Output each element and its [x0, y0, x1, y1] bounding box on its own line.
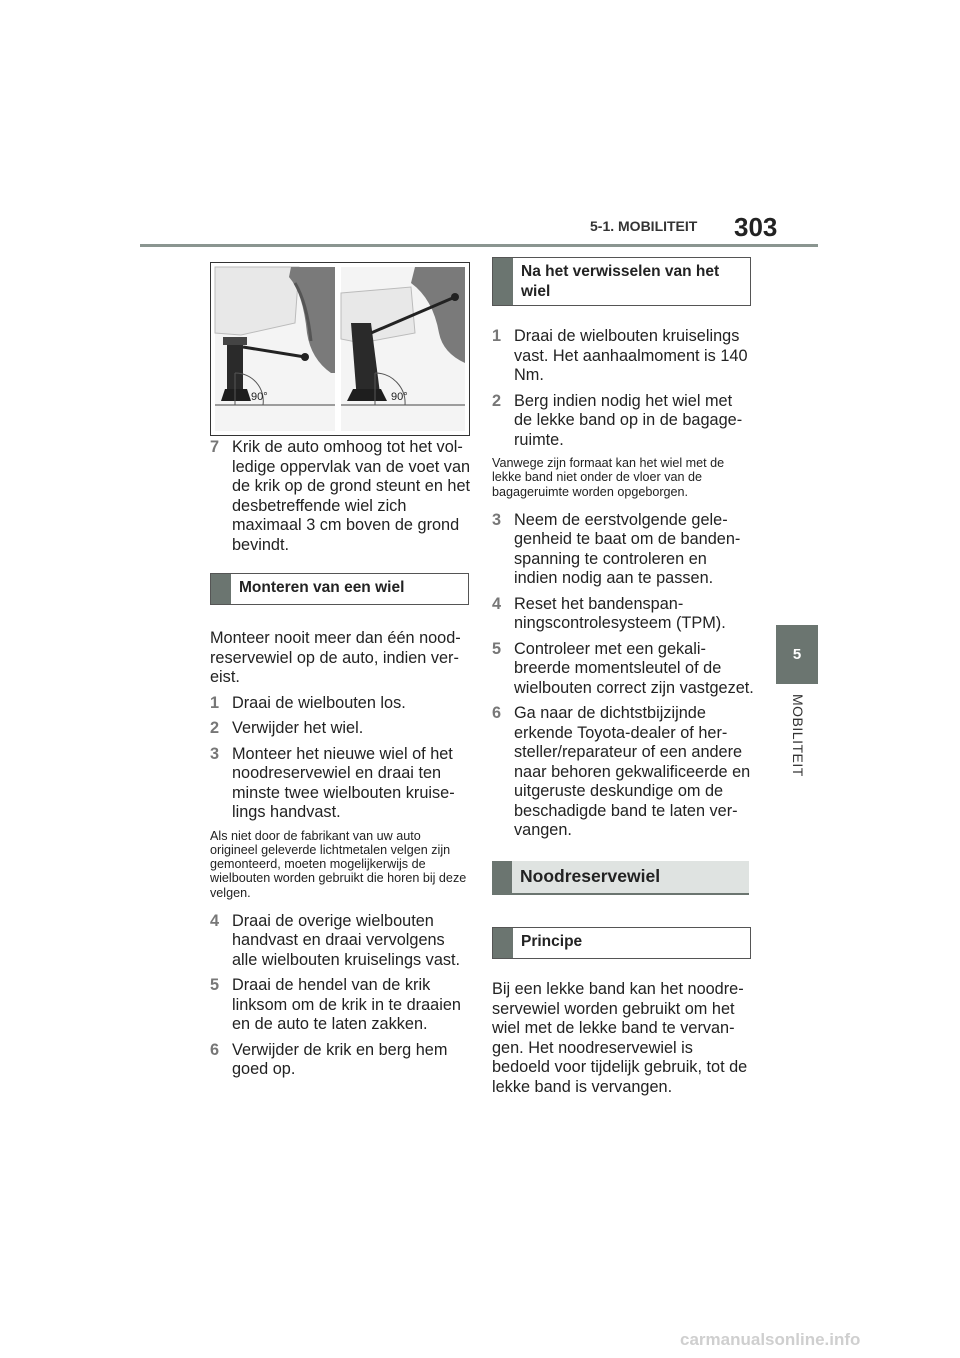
- step-number: 6: [492, 704, 502, 723]
- right-column-body: [492, 327, 754, 847]
- step: [492, 640, 754, 699]
- subheading-label: Na het verwisselen van het wiel: [521, 263, 720, 300]
- subheading-label: Principe: [521, 933, 583, 950]
- step-text: Controleer met een gekalibreerde momentsleutel of de wielbouten correct zijn vastgezet.: [514, 639, 754, 697]
- step: [492, 704, 754, 841]
- step-text: Draai de wielbouten los.: [232, 693, 406, 712]
- page-number: 303: [734, 212, 778, 242]
- subheading-monteren: [210, 573, 469, 605]
- note-text: Als niet door de fabrikant van uw auto origineel geleverde lichtmetalen velgen zijn gemonteerd, moeten mogelijkerwijs de wielbouten worden gebruikt die horen bij deze velgen.: [210, 828, 467, 900]
- subheading-marker: [493, 928, 513, 958]
- step-text: Draai de wielbouten kruiselings vast. Het aanhaalmoment is 140 Nm.: [514, 327, 748, 384]
- chapter-number: 5: [792, 646, 802, 663]
- step-text: Verwijder het wiel.: [232, 719, 364, 737]
- section-title: 5-1. MOBILITEIT: [590, 218, 698, 234]
- step-text: Ga naar de dichtstbijzijnde erkende Toyota-dealer of hersteller/reparateur of een andere naar behoren gekwalificeerde en uitgeruste deskundige om de beschadigde band te laten vervangen.: [514, 704, 751, 840]
- step: [210, 694, 468, 714]
- step: [492, 511, 754, 589]
- step-number: 4: [492, 594, 502, 613]
- step-number: 5: [492, 639, 502, 658]
- watermark: carmanualsonline.info: [680, 1330, 861, 1349]
- chapter-label: MOBILITEIT: [790, 694, 806, 777]
- angle-label-left: 90°: [251, 391, 268, 403]
- step-7: [210, 438, 472, 555]
- step-text: Verwijder de krik en berg hem goed op.: [232, 1040, 448, 1079]
- step-number: 6: [210, 1040, 220, 1059]
- step-text: Draai de hendel van de krik linksom om de krik in te draaien en de auto te laten zakken.: [232, 976, 461, 1034]
- step-text: Reset het bandenspanningscontrolesysteem (TPM).: [514, 594, 726, 633]
- step-number: 1: [492, 327, 502, 345]
- subheading-marker: [493, 258, 513, 305]
- step: [210, 719, 468, 739]
- jack-illustration: [210, 262, 470, 436]
- heading-marker: [492, 861, 512, 893]
- main-heading-label: Noodreservewiel: [520, 866, 661, 886]
- note-text: Vanwege zijn formaat kan het wiel met de lekke band niet onder de vloer van de bagageruimte worden opgeborgen.: [492, 456, 725, 499]
- left-column: [210, 438, 472, 561]
- step-text: Monteer het nieuwe wiel of het noodreservewiel en draai ten minste twee wielbouten kruiselings handvast.: [232, 744, 455, 821]
- step-number: 1: [210, 693, 220, 712]
- step: [492, 595, 754, 634]
- chapter-tab: [776, 625, 818, 684]
- subheading-na-verwisselen: [492, 257, 751, 306]
- step: [492, 327, 754, 386]
- step: [492, 392, 754, 451]
- subheading-principe: [492, 927, 751, 959]
- step: [210, 976, 468, 1035]
- step-number: 7: [210, 438, 220, 456]
- main-heading-noodreservewiel: [492, 861, 749, 895]
- step-number: 3: [210, 744, 220, 763]
- step-number: 2: [210, 719, 220, 737]
- step-number: 4: [210, 911, 220, 930]
- left-column-body: [210, 629, 468, 1086]
- subheading-label: Monteren van een wiel: [239, 579, 405, 596]
- step-number: 3: [492, 510, 502, 529]
- step: [210, 1041, 468, 1080]
- subheading-marker: [211, 574, 231, 604]
- jack-diagram-svg: [211, 263, 469, 435]
- step: [210, 912, 468, 971]
- step-text: Krik de auto omhoog tot het volledige oppervlak van de voet van de krik op de grond steunt en het desbetreffende wiel zich maximaal 3 cm boven de grond bevindt.: [232, 438, 471, 554]
- step-text: Draai de overige wielbouten handvast en draai vervolgens alle wielbouten kruiselings vast.: [232, 911, 461, 969]
- step-number: 2: [492, 391, 502, 410]
- principe-body: [492, 980, 750, 1103]
- step-text: Berg indien nodig het wiel met de lekke band op in de bagageruimte.: [514, 391, 743, 449]
- step-text: Neem de eerstvolgende gelegenheid te baat om de bandenspanning te controleren en indien nodig aan te passen.: [514, 510, 741, 588]
- header-divider: [140, 244, 818, 247]
- step-number: 5: [210, 976, 220, 995]
- step: [210, 745, 468, 823]
- principe-paragraph: Bij een lekke band kan het noodreservewiel worden gebruikt om het wiel met de lekke band te vervangen. Het noodreservewiel is bedoeld voor tijdelijk gebruik, tot de lekke band is vervangen.: [492, 980, 748, 1096]
- intro-paragraph: Monteer nooit meer dan één noodreservewiel op de auto, indien vereist.: [210, 629, 461, 686]
- angle-label-right: 90°: [391, 391, 408, 403]
